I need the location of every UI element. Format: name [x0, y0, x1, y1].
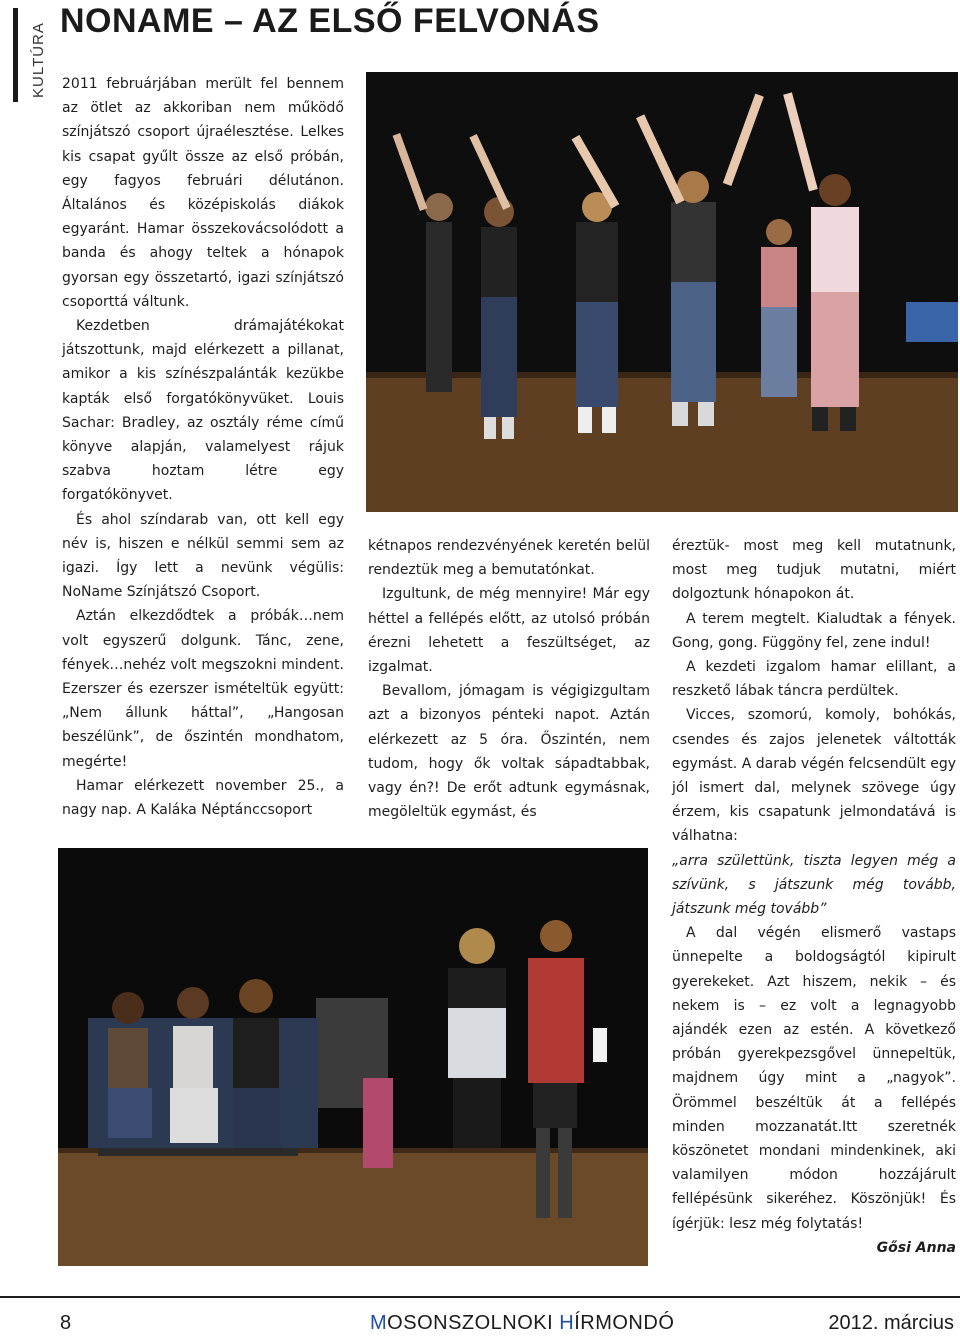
- masthead-text-1: OSONSZOLNOKI: [387, 1312, 560, 1334]
- section-tag: [4, 6, 47, 102]
- masthead-initial-h: H: [559, 1312, 575, 1334]
- footer-rule: [0, 1296, 960, 1298]
- masthead-text-2: ÍRMONDÓ: [574, 1312, 675, 1334]
- paragraph: Aztán elkezdődtek a próbák…nem volt egyszerű dolgunk. Tánc, zene, fények…nehéz volt megszokni mindent. Ezerszer és ezerszer ismételtük együtt: „Nem állunk háttal”, „Hangosan beszélünk”, de őszintén mondhatom, megérte!: [62, 608, 344, 770]
- paragraph: éreztük- most meg kell mutatnunk, most meg tudjuk mutatni, miért dolgoztunk hónapokon át.: [672, 538, 956, 603]
- paragraph: Izgultunk, de még mennyire! Már egy héttel a fellépés előtt, az utolsó próbán érezni lehetett a feszültséget, az izgalmat.: [368, 586, 650, 676]
- section-bar: [13, 8, 18, 102]
- photo-stage-dance: [366, 72, 958, 512]
- paragraph: Hamar elérkezett november 25., a nagy nap. A Kaláka Néptánccsoport: [62, 777, 344, 819]
- paragraph: Vicces, szomorú, komoly, bohókás, csendes és zajos jelenetek váltották egymást. A darab végén felcsendült egy jól ismert dal, melynek szövege úgy érzem, kis csapatunk jelmondatává is válhatna:: [672, 707, 956, 845]
- paragraph: 2011 februárjában merült fel bennem az ötlet az akkoriban nem működő színjátszó csoport újraélesztése. Lelkes kis csapat gyűlt össze az első próbán, egy fagyos februári délutánon. Általános és középiskolás diákok egyaránt. Hamar összekovácsolódott a banda és ahogy teltek a hónapok gyorsan egy összetartó, igazi színjátszó csoporttá váltunk.: [62, 76, 344, 310]
- paragraph: A terem megtelt. Kialudtak a fények. Gong, gong. Függöny fel, zene indul!: [672, 610, 956, 651]
- song-quote: „arra születtünk, tiszta legyen még a szívünk, s játszunk még tovább, játszunk még tovább”: [672, 852, 956, 918]
- column-2: [368, 534, 650, 824]
- article-headline: NONAME – AZ ELSŐ FELVONÁS: [60, 2, 600, 40]
- page-number: 8: [60, 1312, 72, 1334]
- masthead-initial-m: M: [370, 1312, 388, 1334]
- paragraph: A dal végén elismerő vastaps ünnepelte a boldogságtól kipirult gyerekeket. Azt hiszem, nekik – és nekem is – ez volt a legnagyobb ajándék ezen az estén. A következő próbán gyerekpezsgővel ünnepeltük, majdnem úgy mint a „nagyok”. Örömmel beszéltük át a fellépés minden mozzanatát.Itt szeretnék köszönetet mondani mindenkinek, aki valamilyen módon hozzájárult fellépésünk sikeréhez. Köszönjük! És ígérjük: lesz még folytatás!: [672, 925, 956, 1232]
- paragraph: Kezdetben drámajátékokat játszottunk, majd elérkezett a pillanat, amikor a kis színészpalánták kezükbe kapták első forgatókönyvüket. Louis Sachar: Bradley, az osztály réme című könyve alapján, valamelyest rájuk szabva hoztam létre egy forgatókönyvet.: [62, 318, 344, 504]
- column-1: [62, 72, 344, 822]
- column-3: [672, 534, 956, 1260]
- paragraph: A kezdeti izgalom hamar elillant, a reszkető lábak táncra perdültek.: [672, 659, 956, 700]
- photo-stage-scene: [58, 848, 648, 1266]
- paragraph: És ahol színdarab van, ott kell egy név is, hiszen e nélkül semmi sem az igazi. Így lett a nevünk végülis: NoName Színjátszó Csoport.: [62, 511, 344, 601]
- paragraph: kétnapos rendezvényének keretén belül rendeztük meg a bemutatónkat.: [368, 538, 650, 579]
- issue-date: 2012. március: [828, 1312, 954, 1334]
- paragraph: Bevallom, jómagam is végigizgultam azt a bizonyos pénteki napot. Aztán elérkezett az 5 óra. Őszintén, nem tudom, hogy ők voltak sápadtabbak, vagy én?! De erőt adtunk egymásnak, megöleltük egymást, és: [368, 683, 650, 821]
- section-label: KULTÚRA: [30, 22, 47, 98]
- author-signature: Gősi Anna: [876, 1239, 956, 1256]
- publication-masthead: [370, 1312, 674, 1335]
